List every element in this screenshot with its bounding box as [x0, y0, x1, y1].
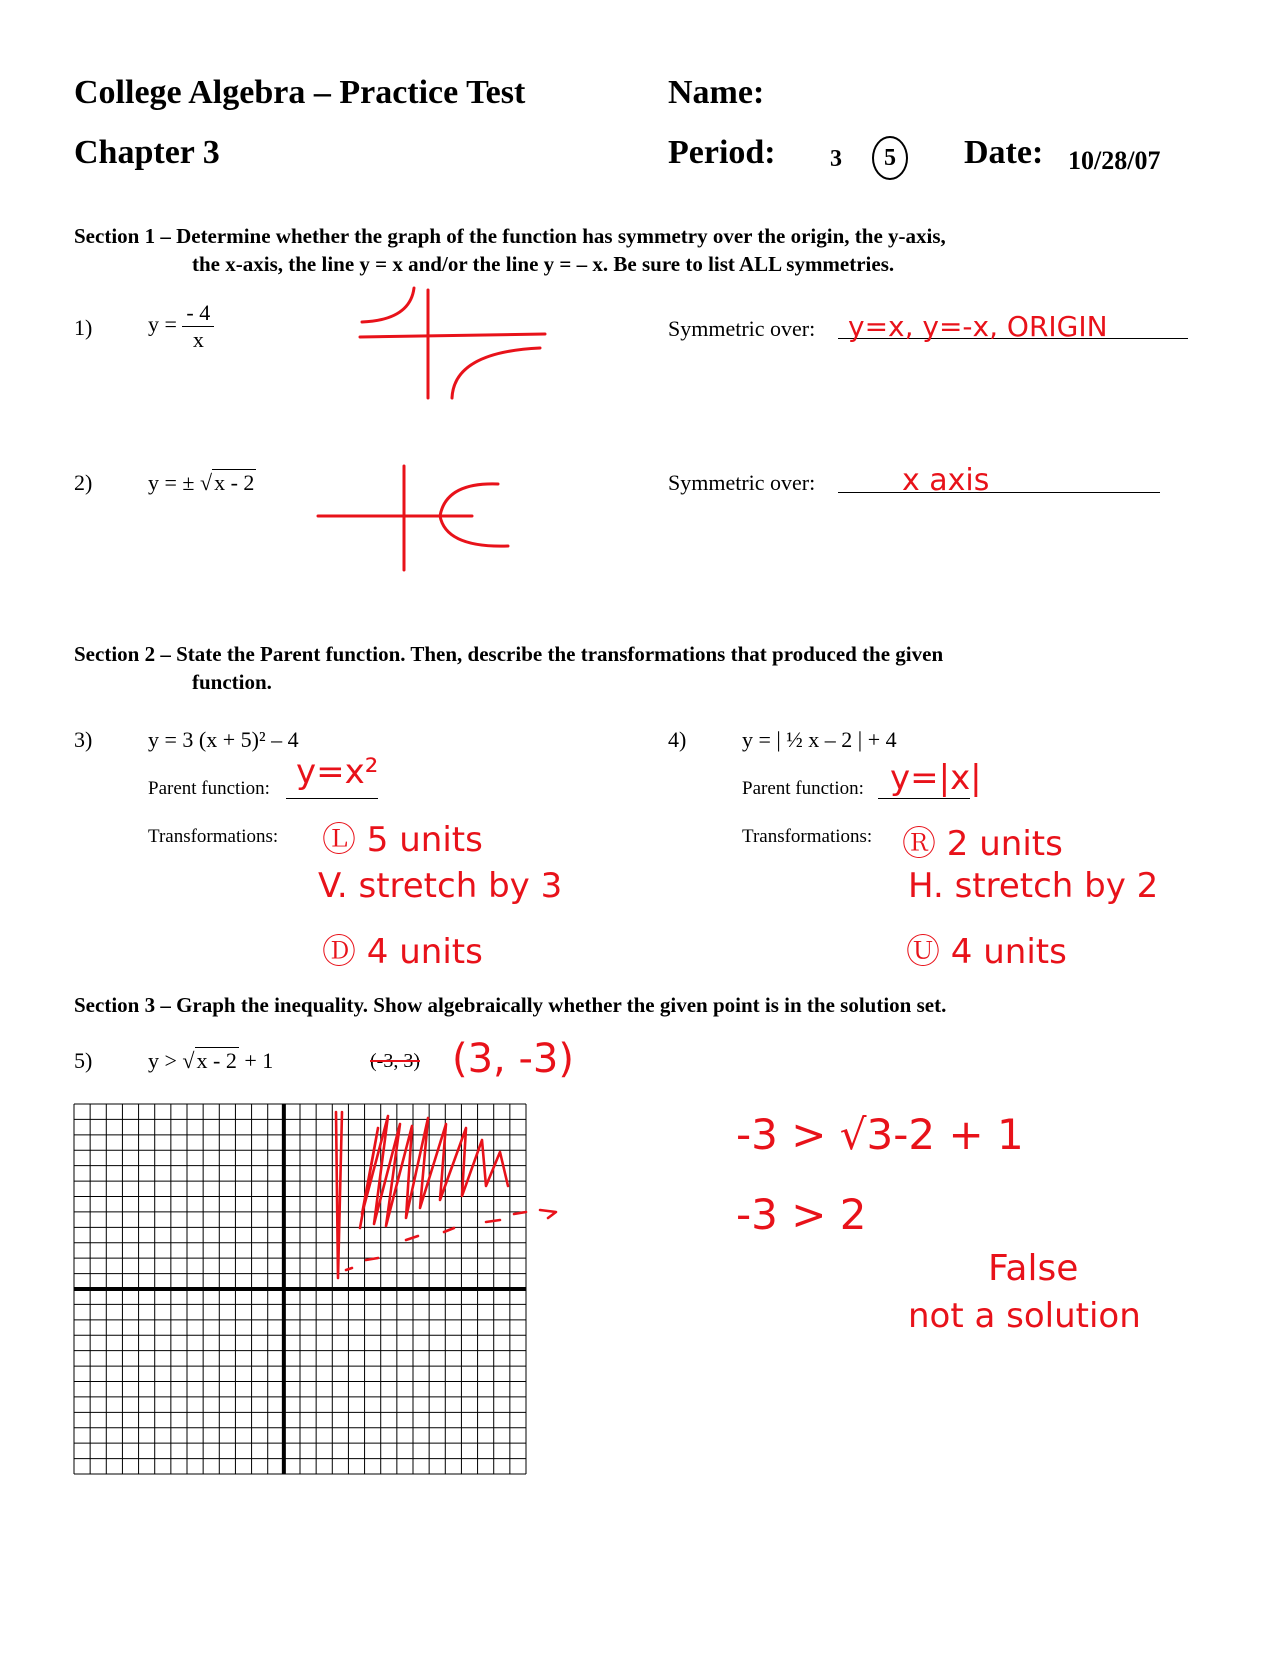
problem-5-number: 5) — [74, 1048, 93, 1073]
problem-3-transform-2: V. stretch by 3 — [318, 866, 563, 906]
problem-4-parent: y=|x| — [890, 758, 982, 798]
radicand: x - 2 — [196, 1048, 237, 1073]
sketch-branch-left — [362, 288, 414, 322]
document-title: College Algebra – Practice Test — [74, 74, 526, 111]
period-label: Period: — [668, 134, 776, 171]
problem-4-transform-2: H. stretch by 2 — [908, 866, 1159, 906]
problem-4-transform-3: Ⓤ 4 units — [906, 932, 1067, 972]
chapter-title: Chapter 3 — [74, 134, 220, 171]
problem-1-sketch — [360, 288, 545, 398]
denominator: x — [192, 327, 204, 352]
problem-1-answer: y=x, y=-x, ORIGIN — [848, 310, 1108, 343]
period-option-3: 3 — [830, 146, 842, 172]
date-value: 10/28/07 — [1068, 146, 1161, 175]
problem-2-answer: x axis — [902, 463, 990, 498]
radical-sign: √ — [182, 1048, 195, 1073]
problem-4-transform-1: Ⓡ 2 units — [902, 824, 1063, 864]
problem-4-number: 4) — [668, 727, 687, 752]
problem-1-number: 1) — [74, 315, 93, 340]
section1-heading: Section 1 – Determine whether the graph of the function has symmetry over the origin, the y-axis, — [74, 224, 946, 248]
problem-3-number: 3) — [74, 727, 93, 752]
problem-3-parent-label: Parent function: — [148, 778, 270, 799]
problem-4-equation: y = | ½ x – 2 | + 4 — [742, 727, 897, 752]
problem-2-answer-label: Symmetric over: — [668, 470, 816, 495]
problem-3-transform-3: Ⓓ 4 units — [322, 932, 483, 972]
radicand: x - 2 — [214, 470, 255, 495]
problem-2-number: 2) — [74, 470, 93, 495]
problem-4-transform-label: Transformations: — [742, 826, 873, 847]
section2-heading-cont: function. — [192, 670, 272, 694]
equation-suffix: + 1 — [244, 1048, 274, 1073]
section2-heading: Section 2 – State the Parent function. Then, describe the transformations that produced the given — [74, 642, 944, 666]
sketch-shading — [360, 1116, 508, 1228]
problem-3-equation: y = 3 (x + 5)² – 4 — [148, 727, 299, 752]
equation-prefix: y > — [148, 1048, 177, 1073]
problem-2-sketch — [318, 466, 508, 570]
work-line-3: False — [988, 1248, 1079, 1289]
problem-3-transform-1: Ⓛ 5 units — [322, 820, 483, 860]
given-point-crossed-out: (-3, 3) — [370, 1050, 420, 1072]
radical-sign: √ — [199, 470, 213, 495]
problem-3-transform-label: Transformations: — [148, 826, 279, 847]
problem-4-parent-label: Parent function: — [742, 778, 864, 799]
sketch-branch-right — [452, 348, 540, 398]
work-line-1: -3 > √3-2 + 1 — [736, 1110, 1024, 1159]
coordinate-grid — [74, 1104, 526, 1474]
work-line-4: not a solution — [908, 1296, 1141, 1336]
period-selected: 5 — [872, 136, 908, 180]
name-label: Name: — [668, 74, 765, 111]
numerator: - 4 — [182, 300, 214, 327]
sketch-dashed-boundary — [346, 1210, 556, 1270]
problem-1-answer-label: Symmetric over: — [668, 316, 816, 341]
given-point-corrected: (3, -3) — [452, 1036, 574, 1082]
section3-heading: Section 3 – Graph the inequality. Show algebraically whether the given point is in the solution set. — [74, 993, 947, 1017]
problem-3-parent: y=x² — [296, 752, 379, 792]
date-label: Date: — [964, 134, 1044, 171]
equation-prefix: y = ± — [148, 470, 195, 495]
equation-prefix: y = — [148, 311, 177, 337]
section1-heading-cont: the x-axis, the line y = x and/or the line y = – x. Be sure to list ALL symmetries. — [192, 252, 895, 276]
work-line-2: -3 > 2 — [736, 1190, 867, 1239]
sketch-y-axis — [336, 1112, 342, 1278]
sketch-x-axis — [360, 334, 545, 337]
inequality-sketch — [336, 1112, 556, 1278]
